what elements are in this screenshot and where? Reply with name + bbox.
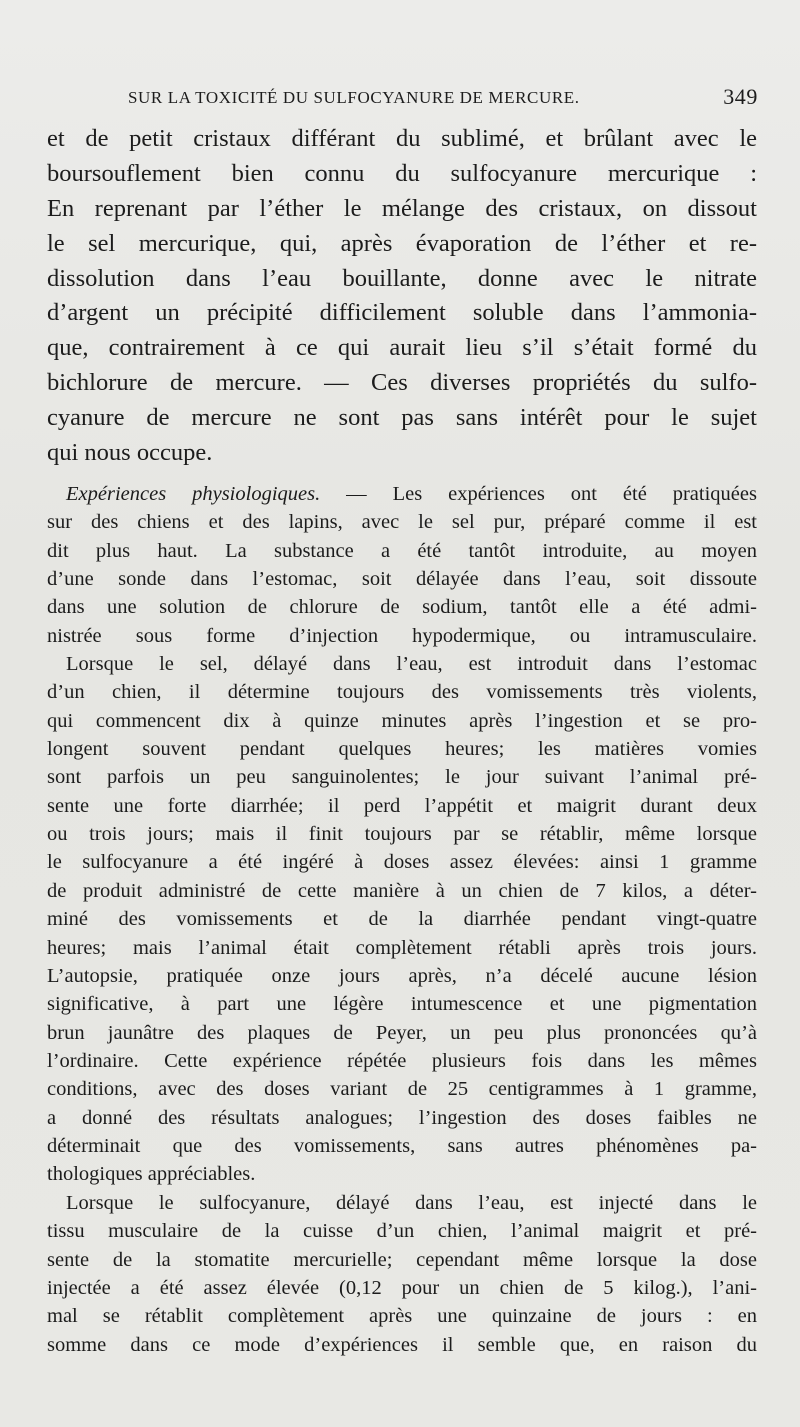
text-line: d’argent un précipité difficilement soluble dans l’ammonia-: [47, 299, 757, 326]
text-line: déterminait que des vomissements, sans autres phénomènes pa-: [47, 1135, 757, 1157]
text-line: longent souvent pendant quelques heures; les matières vomies: [47, 738, 757, 760]
text-line: boursouflement bien connu du sulfocyanure mercurique :: [47, 160, 757, 187]
text-line: et de petit cristaux différant du sublimé, et brûlant avec le: [47, 125, 757, 152]
running-title: SUR LA TOXICITÉ DU SULFOCYANURE DE MERCURE.: [128, 88, 580, 107]
text-line: cyanure de mercure ne sont pas sans intérêt pour le sujet: [47, 404, 757, 431]
section-heading-italic: Expériences physiologiques.: [66, 483, 321, 505]
text-line: l’ordinaire. Cette expérience répétée plusieurs fois dans les mêmes: [47, 1050, 757, 1072]
text-line: ou trois jours; mais il finit toujours par se rétablir, même lorsque: [47, 823, 757, 845]
text-line: dissolution dans l’eau bouillante, donne avec le nitrate: [47, 265, 757, 292]
text-line: conditions, avec des doses variant de 25 centigrammes à 1 gramme,: [47, 1078, 757, 1100]
text-line: tissu musculaire de la cuisse d’un chien, l’animal maigrit et pré-: [47, 1220, 757, 1242]
text-line: d’un chien, il détermine toujours des vomissements très violents,: [47, 681, 757, 703]
text-line: dit plus haut. La substance a été tantôt introduite, au moyen: [47, 540, 757, 562]
text-line: somme dans ce mode d’expériences il semble que, en raison du: [47, 1334, 757, 1356]
text-run: — Les expériences ont été pratiquées: [320, 483, 757, 505]
text-line: heures; mais l’animal était complètement rétabli après trois jours.: [47, 937, 757, 959]
text-line: a donné des résultats analogues; l’ingestion des doses faibles ne: [47, 1107, 757, 1129]
text-line: dans une solution de chlorure de sodium, tantôt elle a été admi-: [47, 596, 757, 618]
text-line: d’une sonde dans l’estomac, soit délayée dans l’eau, soit dissoute: [47, 568, 757, 590]
text-line: bichlorure de mercure. — Ces diverses propriétés du sulfo-: [47, 369, 757, 396]
text-line: sont parfois un peu sanguinolentes; le jour suivant l’animal pré-: [47, 766, 757, 788]
text-line: qui nous occupe.: [47, 439, 213, 466]
text-line: brun jaunâtre des plaques de Peyer, un peu plus prononcées qu’à: [47, 1022, 757, 1044]
text-line: sur des chiens et des lapins, avec le sel pur, préparé comme il est: [47, 511, 757, 533]
text-line: L’autopsie, pratiquée onze jours après, n’a décelé aucune lésion: [47, 965, 757, 987]
text-line: sente une forte diarrhée; il perd l’appétit et maigrit durant deux: [47, 795, 757, 817]
text-line: En reprenant par l’éther le mélange des cristaux, on dissout: [47, 195, 757, 222]
text-line: que, contrairement à ce qui aurait lieu s’il s’était formé du: [47, 334, 757, 361]
text-line: le sulfocyanure a été ingéré à doses assez élevées: ainsi 1 gramme: [47, 851, 757, 873]
text-line: qui commencent dix à quinze minutes après l’ingestion et se pro-: [47, 710, 757, 732]
text-line: Lorsque le sulfocyanure, délayé dans l’eau, est injecté dans le: [66, 1192, 757, 1214]
text-line: miné des vomissements et de la diarrhée pendant vingt-quatre: [47, 908, 757, 930]
text-line: significative, à part une légère intumescence et une pigmentation: [47, 993, 757, 1015]
text-line: Lorsque le sel, délayé dans l’eau, est introduit dans l’estomac: [66, 653, 757, 675]
text-line: mal se rétablit complètement après une quinzaine de jours : en: [47, 1305, 757, 1327]
text-line: [66, 481, 757, 507]
text-line: de produit administré de cette manière à un chien de 7 kilos, a déter-: [47, 880, 757, 902]
running-head: [128, 84, 758, 114]
text-line: thologiques appréciables.: [47, 1163, 256, 1185]
text-line: sente de la stomatite mercurielle; cependant même lorsque la dose: [47, 1249, 757, 1271]
text-line: injectée a été assez élevée (0,12 pour un chien de 5 kilog.), l’ani-: [47, 1277, 757, 1299]
page-number: 349: [723, 84, 758, 109]
text-line: le sel mercurique, qui, après évaporation de l’éther et re-: [47, 230, 757, 257]
text-line: nistrée sous forme d’injection hypodermique, ou intramusculaire.: [47, 625, 757, 647]
